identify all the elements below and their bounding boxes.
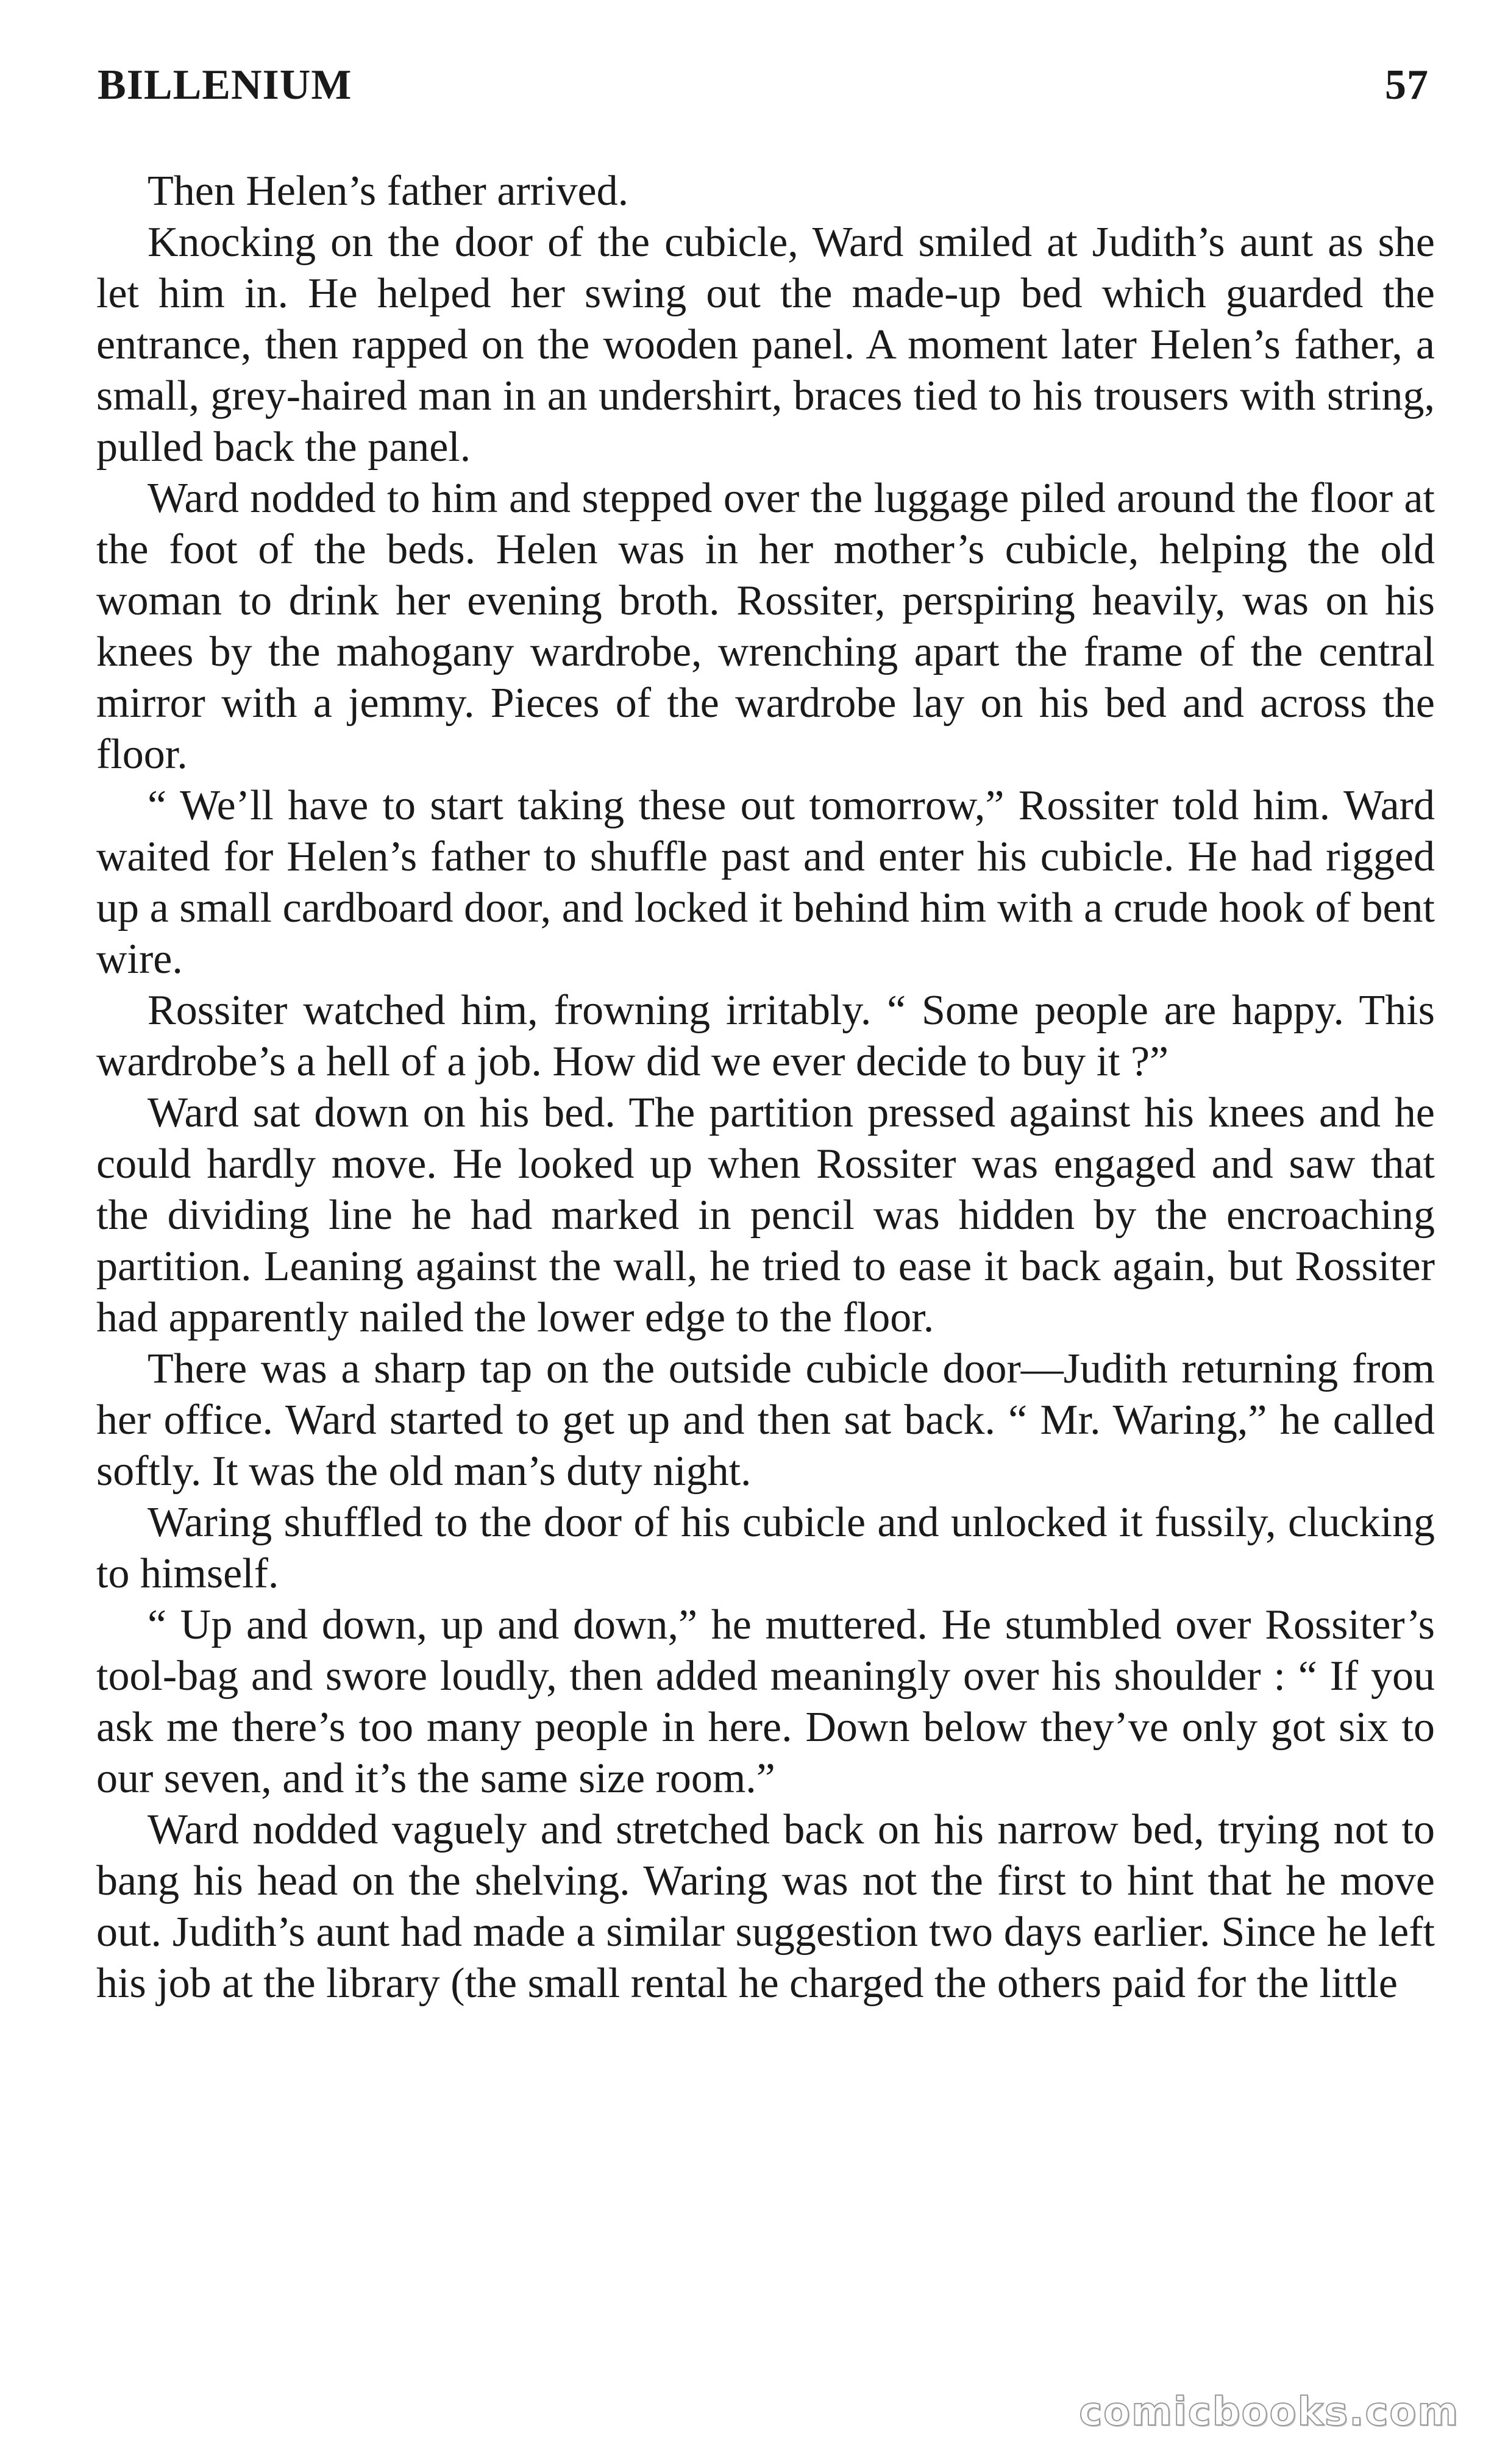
paragraph: Ward nodded vaguely and stretched back on his narrow bed, trying not to bang his head on the shelving. Waring was not the first to hint that he move out. Judith’s aunt had made a similar suggestion two days earlier. Since he left his job at the library (the small rental he charged the others paid for the little xyxy=(96,1806,1435,2007)
running-title: BILLENIUM xyxy=(98,62,352,109)
paragraph: Rossiter watched him, frowning irritably. “ Some people are happy. This wardrobe’s a hell of a job. How did we ever decide to buy it ?” xyxy=(96,987,1435,1085)
running-header xyxy=(98,61,1429,122)
paragraph: There was a sharp tap on the outside cubicle door—Judith returning from her office. Ward started to get up and then sat back. “ Mr. Waring,” he called softly. It was the old man’s duty night. xyxy=(96,1345,1435,1495)
paragraph: Waring shuffled to the door of his cubicle and unlocked it fussily, clucking to himself. xyxy=(96,1499,1435,1597)
paragraph: “ We’ll have to start taking these out tomorrow,” Rossiter told him. Ward waited for Helen’s father to shuffle past and enter his cubicle. He had rigged up a small cardboard door, and locked it behind him with a crude hook of bent wire. xyxy=(96,782,1435,983)
paragraph: “ Up and down, up and down,” he muttered. He stumbled over Rossiter’s tool-bag and swore loudly, then added meaningly over his shoulder : “ If you ask me there’s too many people in here. Down below they’ve only got six to our seven, and it’s the same size room.” xyxy=(96,1601,1435,1802)
paragraph: Ward sat down on his bed. The partition pressed against his knees and he could hardly move. He looked up when Rossiter was engaged and saw that the dividing line he had marked in pencil was hidden by the encroaching partition. Leaning against the wall, he tried to ease it back again, but Rossiter had apparently nailed the lower edge to the floor. xyxy=(96,1089,1435,1341)
paragraph: Ward nodded to him and stepped over the luggage piled around the floor at the foot of the beds. Helen was in her mother’s cubicle, helping the old woman to drink her evening broth. Rossiter, perspiring heavily, was on his knees by the mahogany wardrobe, wrenching apart the frame of the central mirror with a jemmy. Pieces of the wardrobe lay on his bed and across the floor. xyxy=(96,475,1435,778)
body-text xyxy=(96,166,1435,2009)
paragraph: Knocking on the door of the cubicle, Ward smiled at Judith’s aunt as she let him in. He helped her swing out the made-up bed which guarded the entrance, then rapped on the wooden panel. A moment later Helen’s father, a small, grey-haired man in an undershirt, braces tied to his trousers with string, pulled back the panel. xyxy=(96,219,1435,471)
watermark: comicbooks.com xyxy=(1079,2390,1459,2435)
paragraph: Then Helen’s father arrived. xyxy=(148,168,629,215)
page-number: 57 xyxy=(1385,62,1429,109)
